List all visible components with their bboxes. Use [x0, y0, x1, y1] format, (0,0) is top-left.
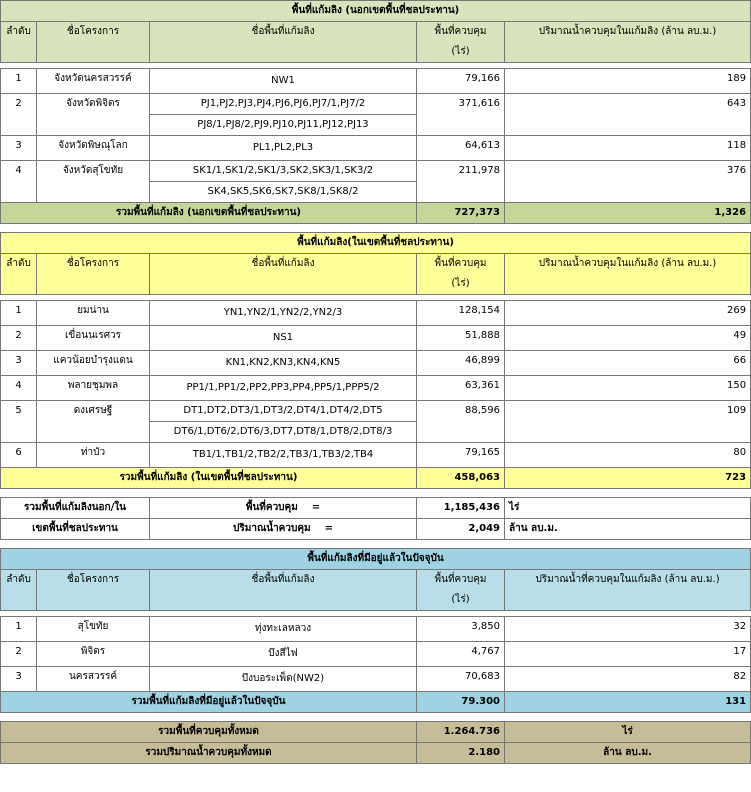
area-value: 128,154	[417, 301, 505, 326]
row-number: 2	[1, 642, 37, 667]
col-area-name-header: ชื่อพื้นที่แก้มลิง	[150, 22, 417, 63]
s3-title-row	[1, 549, 751, 570]
grand-water-unit: ล้าน ลบ.ม.	[505, 743, 751, 764]
col-area-header: พื้นที่ควบคุม	[417, 22, 505, 43]
row-number: 4	[1, 161, 37, 203]
combined-water-label	[150, 519, 417, 540]
total-label: รวมพื้นที่แก้มลิงที่มีอยู่แล้วในปัจจุบัน	[1, 692, 417, 713]
col-project-header: ชื่อโครงการ	[37, 254, 150, 295]
area-value: 51,888	[417, 326, 505, 351]
col-water-header: ปริมาณน้ำที่ควบคุมในแก้มลิง (ล้าน ลบ.ม.)	[505, 570, 751, 611]
grand-area-label: รวมพื้นที่ควบคุมทั้งหมด	[1, 722, 417, 743]
water-value: 66	[505, 351, 751, 376]
area-value: 371,616	[417, 94, 505, 136]
area-value: 3,850	[417, 617, 505, 642]
spacer	[1, 540, 751, 549]
combined-row-area	[1, 498, 751, 519]
row-number: 2	[1, 326, 37, 351]
area-value: 70,683	[417, 667, 505, 692]
total-area: 727,373	[417, 203, 505, 224]
area-value: 211,978	[417, 161, 505, 203]
combined-area-value: 1,185,436	[417, 498, 505, 519]
combined-area-text: พื้นที่ควบคุม	[245, 502, 298, 513]
s1-total-row	[1, 203, 751, 224]
s1-title-row	[1, 1, 751, 22]
water-value: 643	[505, 94, 751, 136]
area-names: SK1/1,SK1/2,SK1/3,SK2,SK3/1,SK3/2	[150, 161, 417, 182]
area-names: PP1/1,PP1/2,PP2,PP3,PP4,PP5/1,PPP5/2	[150, 376, 417, 401]
row-number: 6	[1, 443, 37, 468]
col-area-unit-header: (ไร่)	[417, 42, 505, 63]
grand-water-label: รวมปริมาณน้ำควบคุมทั้งหมด	[1, 743, 417, 764]
water-value: 32	[505, 617, 751, 642]
area-names: KN1,KN2,KN3,KN4,KN5	[150, 351, 417, 376]
water-value: 269	[505, 301, 751, 326]
s1-row	[1, 136, 751, 161]
col-area-name-header: ชื่อพื้นที่แก้มลิง	[150, 570, 417, 611]
project-name: ดงเศรษฐี	[37, 401, 150, 443]
s1-row	[1, 69, 751, 94]
s2-header-row	[1, 254, 751, 275]
area-names: TB1/1,TB1/2,TB2/2,TB3/1,TB3/2,TB4	[150, 443, 417, 468]
col-area-header: พื้นที่ควบคุม	[417, 254, 505, 275]
col-area-unit-header: (ไร่)	[417, 274, 505, 295]
project-name: จังหวัดนครสวรรค์	[37, 69, 150, 94]
equals-sign: =	[311, 502, 321, 513]
grand-area-row	[1, 722, 751, 743]
s2-row	[1, 351, 751, 376]
s3-row	[1, 617, 751, 642]
total-area: 458,063	[417, 468, 505, 489]
project-name: จังหวัดสุโขทัย	[37, 161, 150, 203]
section-gap	[1, 713, 751, 722]
water-value: 82	[505, 667, 751, 692]
section-gap	[1, 224, 751, 233]
project-name: ท่าบัว	[37, 443, 150, 468]
project-name: สุโขทัย	[37, 617, 150, 642]
col-no-header: ลำดับ	[1, 254, 37, 295]
area-names: SK4,SK5,SK6,SK7,SK8/1,SK8/2	[150, 182, 417, 203]
col-project-header: ชื่อโครงการ	[37, 22, 150, 63]
s1-header-row	[1, 22, 751, 43]
area-names: DT1,DT2,DT3/1,DT3/2,DT4/1,DT4/2,DT5	[150, 401, 417, 422]
grand-water-row	[1, 743, 751, 764]
area-names: NW1	[150, 69, 417, 94]
total-label: รวมพื้นที่แก้มลิง (นอกเขตพื้นที่ชลประทาน)	[1, 203, 417, 224]
col-area-name-header: ชื่อพื้นที่แก้มลิง	[150, 254, 417, 295]
combined-label-2: เขตพื้นที่ชลประทาน	[1, 519, 150, 540]
row-number: 3	[1, 351, 37, 376]
row-number: 1	[1, 301, 37, 326]
project-name: นครสวรรค์	[37, 667, 150, 692]
s2-total-row	[1, 468, 751, 489]
row-number: 1	[1, 69, 37, 94]
area-value: 79,165	[417, 443, 505, 468]
total-label: รวมพื้นที่แก้มลิง (ในเขตพื้นที่ชลประทาน)	[1, 468, 417, 489]
col-area-unit-header: (ไร่)	[417, 590, 505, 611]
project-name: จังหวัดพิษณุโลก	[37, 136, 150, 161]
water-value: 376	[505, 161, 751, 203]
col-water-header: ปริมาณน้ำควบคุมในแก้มลิง (ล้าน ลบ.ม.)	[505, 254, 751, 295]
total-water: 723	[505, 468, 751, 489]
area-names: NS1	[150, 326, 417, 351]
water-value: 17	[505, 642, 751, 667]
combined-row-water	[1, 519, 751, 540]
water-value: 49	[505, 326, 751, 351]
col-area-header: พื้นที่ควบคุม	[417, 570, 505, 591]
area-names: YN1,YN2/1,YN2/2,YN2/3	[150, 301, 417, 326]
project-name: ยมน่าน	[37, 301, 150, 326]
section-gap	[1, 540, 751, 549]
s2-row	[1, 443, 751, 468]
area-names: PJ8/1,PJ8/2,PJ9,PJ10,PJ11,PJ12,PJ13	[150, 115, 417, 136]
combined-water-value: 2,049	[417, 519, 505, 540]
section-title: พื้นที่แก้มลิง (นอกเขตพื้นที่ชลประทาน)	[1, 1, 751, 22]
area-value: 4,767	[417, 642, 505, 667]
water-value: 80	[505, 443, 751, 468]
area-names: บึงสีไฟ	[150, 642, 417, 667]
s1-row	[1, 94, 751, 115]
s3-header-row	[1, 570, 751, 591]
col-no-header: ลำดับ	[1, 22, 37, 63]
area-value: 79,166	[417, 69, 505, 94]
combined-water-text: ปริมาณน้ำควบคุม	[233, 523, 311, 534]
area-names: PJ1,PJ2,PJ3,PJ4,PJ6,PJ6,PJ7/1,PJ7/2	[150, 94, 417, 115]
s2-row	[1, 401, 751, 422]
area-value: 63,361	[417, 376, 505, 401]
project-name: เขื่อนนเรศวร	[37, 326, 150, 351]
area-names: ทุ่งทะเลหลวง	[150, 617, 417, 642]
s2-row	[1, 301, 751, 326]
row-number: 4	[1, 376, 37, 401]
row-number: 5	[1, 401, 37, 443]
s3-total-row	[1, 692, 751, 713]
area-value: 46,899	[417, 351, 505, 376]
area-names: บึงบอระเพ็ด(NW2)	[150, 667, 417, 692]
project-name: จังหวัดพิจิตร	[37, 94, 150, 136]
s2-row	[1, 376, 751, 401]
col-water-header: ปริมาณน้ำควบคุมในแก้มลิง (ล้าน ลบ.ม.)	[505, 22, 751, 63]
equals-sign: =	[324, 523, 333, 534]
grand-area-unit: ไร่	[505, 722, 751, 743]
area-value: 88,596	[417, 401, 505, 443]
water-value: 150	[505, 376, 751, 401]
s2-row	[1, 326, 751, 351]
grand-water-value: 2.180	[417, 743, 505, 764]
s2-title-row	[1, 233, 751, 254]
water-value: 118	[505, 136, 751, 161]
project-name: พลายชุมพล	[37, 376, 150, 401]
water-value: 109	[505, 401, 751, 443]
project-name: แควน้อยบำรุงแดน	[37, 351, 150, 376]
col-no-header: ลำดับ	[1, 570, 37, 611]
total-water: 1,326	[505, 203, 751, 224]
area-value: 64,613	[417, 136, 505, 161]
spacer	[1, 713, 751, 722]
spacer	[1, 489, 751, 498]
row-number: 2	[1, 94, 37, 136]
combined-water-unit: ล้าน ลบ.ม.	[505, 519, 751, 540]
area-names: DT6/1,DT6/2,DT6/3,DT7,DT8/1,DT8/2,DT8/3	[150, 422, 417, 443]
section-title: พื้นที่แก้มลิงที่มีอยู่แล้วในปัจจุบัน	[1, 549, 751, 570]
combined-area-label	[150, 498, 417, 519]
grand-area-value: 1.264.736	[417, 722, 505, 743]
project-name: พิจิตร	[37, 642, 150, 667]
s3-row	[1, 642, 751, 667]
row-number: 1	[1, 617, 37, 642]
row-number: 3	[1, 136, 37, 161]
total-area: 79.300	[417, 692, 505, 713]
s1-row	[1, 161, 751, 182]
section-gap	[1, 489, 751, 498]
combined-label: รวมพื้นที่แก้มลิงนอก/ใน	[1, 498, 150, 519]
water-value: 189	[505, 69, 751, 94]
row-number: 3	[1, 667, 37, 692]
section-title: พื้นที่แก้มลิง(ในเขตพื้นที่ชลประทาน)	[1, 233, 751, 254]
col-project-header: ชื่อโครงการ	[37, 570, 150, 611]
combined-area-unit: ไร่	[505, 498, 751, 519]
total-water: 131	[505, 692, 751, 713]
s3-row	[1, 667, 751, 692]
spacer	[1, 224, 751, 233]
area-names: PL1,PL2,PL3	[150, 136, 417, 161]
